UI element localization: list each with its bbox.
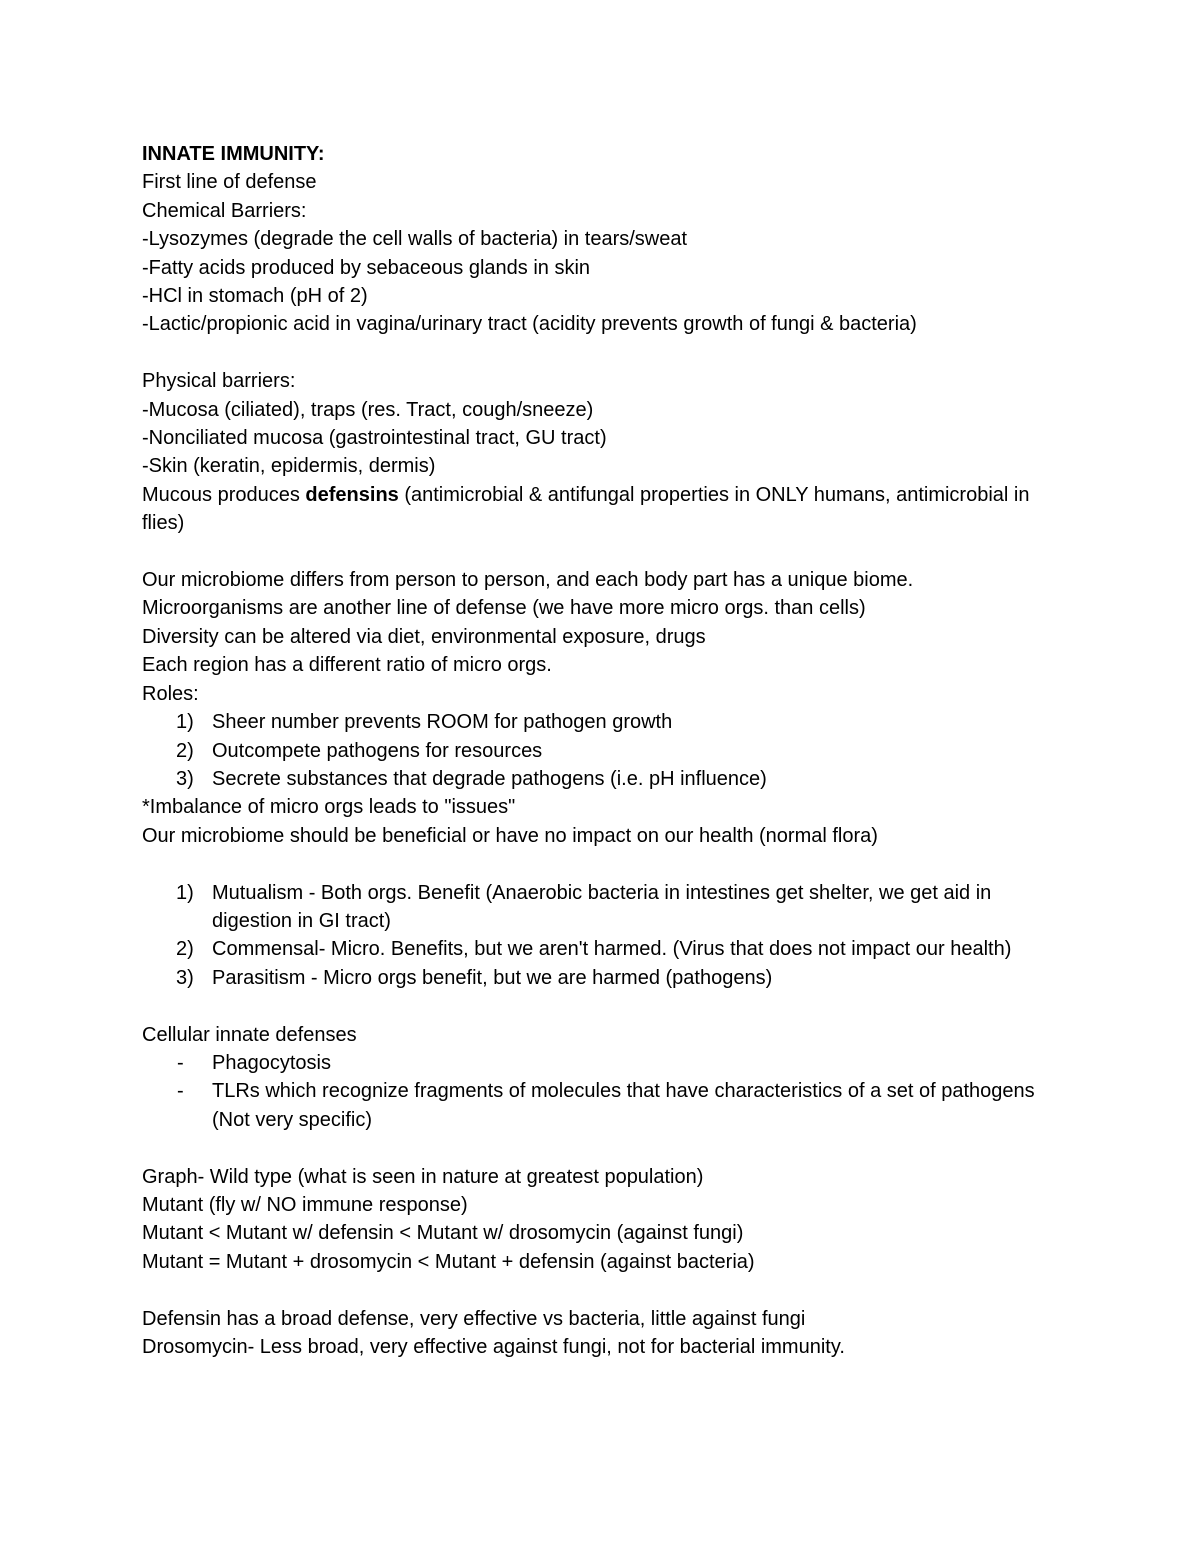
graph-line: Mutant = Mutant + drosomycin < Mutant + defensin (against bacteria)	[142, 1250, 755, 1273]
chemical-barrier-item: -HCl in stomach (pH of 2)	[142, 285, 368, 308]
mucous-text: Mucous produces	[142, 483, 306, 506]
roles-heading: Roles:	[142, 682, 199, 705]
physical-barriers-heading: Physical barriers:	[142, 370, 296, 393]
list-item-text: TLRs which recognize fragments of molecules that have characteristics of a set of pathogens (Not very specific)	[212, 1080, 1035, 1131]
intro-line: First line of defense	[142, 171, 317, 194]
spacer	[142, 992, 1072, 1020]
list-bullet: -	[177, 1051, 184, 1074]
microbiome-line: Microorganisms are another line of defense (we have more micro orgs. than cells)	[142, 597, 866, 620]
document-body	[142, 140, 1072, 1361]
list-item-text: Commensal- Micro. Benefits, but we aren't harmed. (Virus that does not impact our health)	[212, 938, 1012, 961]
chemical-barrier-item: -Lysozymes (degrade the cell walls of bacteria) in tears/sweat	[142, 228, 688, 251]
relationships-list	[142, 879, 1072, 993]
list-item	[142, 737, 1072, 765]
mucous-text-rest: (antimicrobial & antifungal properties in ONLY humans, antimicrobial in flies)	[142, 483, 1030, 535]
microbiome-line: Each region has a different ratio of micro orgs.	[142, 654, 552, 677]
list-number: 1)	[176, 881, 194, 904]
list-item	[142, 708, 1072, 736]
chemical-barrier-item: -Fatty acids produced by sebaceous glands in skin	[142, 256, 591, 279]
list-item-text: Parasitism - Micro orgs benefit, but we are harmed (pathogens)	[212, 966, 773, 989]
list-bullet: -	[177, 1080, 184, 1103]
physical-barrier-item: -Skin (keratin, epidermis, dermis)	[142, 455, 436, 478]
chemical-barriers-heading: Chemical Barriers:	[142, 199, 307, 222]
page-title: INNATE IMMUNITY:	[142, 143, 325, 165]
list-number: 2)	[176, 739, 194, 762]
chemical-barrier-item: -Lactic/propionic acid in vagina/urinary tract (acidity prevents growth of fungi & bacteria)	[142, 313, 917, 336]
defensins-keyword: defensins	[305, 483, 399, 506]
cellular-defenses-heading: Cellular innate defenses	[142, 1023, 357, 1046]
list-item-text: Outcompete pathogens for resources	[212, 739, 543, 762]
conclusion-line: Defensin has a broad defense, very effective vs bacteria, little against fungi	[142, 1307, 806, 1330]
beneficial-line: Our microbiome should be beneficial or have no impact on our health (normal flora)	[142, 824, 878, 847]
list-number: 2)	[176, 938, 194, 961]
graph-line: Mutant (fly w/ NO immune response)	[142, 1193, 468, 1216]
list-item	[142, 879, 1072, 936]
list-item	[142, 1077, 1072, 1134]
graph-line: Mutant < Mutant w/ defensin < Mutant w/ drosomycin (against fungi)	[142, 1222, 744, 1245]
list-item-text: Secrete substances that degrade pathogens (i.e. pH influence)	[212, 767, 767, 790]
cellular-defenses-list	[142, 1049, 1072, 1134]
list-item-text: Phagocytosis	[212, 1051, 331, 1074]
spacer	[142, 1134, 1072, 1162]
list-item	[142, 964, 1072, 992]
spacer	[142, 339, 1072, 367]
roles-list	[142, 708, 1072, 793]
microbiome-line: Diversity can be altered via diet, environmental exposure, drugs	[142, 625, 706, 648]
spacer	[142, 850, 1072, 878]
list-item	[142, 935, 1072, 963]
list-item	[142, 765, 1072, 793]
graph-line: Graph- Wild type (what is seen in nature at greatest population)	[142, 1165, 704, 1188]
list-number: 3)	[176, 966, 194, 989]
list-item	[142, 1049, 1072, 1077]
conclusion-line: Drosomycin- Less broad, very effective against fungi, not for bacterial immunity.	[142, 1335, 845, 1358]
list-item-text: Sheer number prevents ROOM for pathogen growth	[212, 711, 673, 734]
physical-barrier-item: -Nonciliated mucosa (gastrointestinal tract, GU tract)	[142, 427, 607, 450]
list-number: 1)	[176, 711, 194, 734]
spacer	[142, 538, 1072, 566]
imbalance-note: *Imbalance of micro orgs leads to "issues"	[142, 796, 516, 819]
list-number: 3)	[176, 767, 194, 790]
list-item-text: Mutualism - Both orgs. Benefit (Anaerobic bacteria in intestines get shelter, we get aid in digestion in GI tract)	[212, 881, 992, 932]
microbiome-line: Our microbiome differs from person to person, and each body part has a unique biome.	[142, 569, 914, 592]
mucous-defensins-line	[142, 481, 1072, 538]
physical-barrier-item: -Mucosa (ciliated), traps (res. Tract, cough/sneeze)	[142, 398, 594, 421]
spacer	[142, 1276, 1072, 1304]
